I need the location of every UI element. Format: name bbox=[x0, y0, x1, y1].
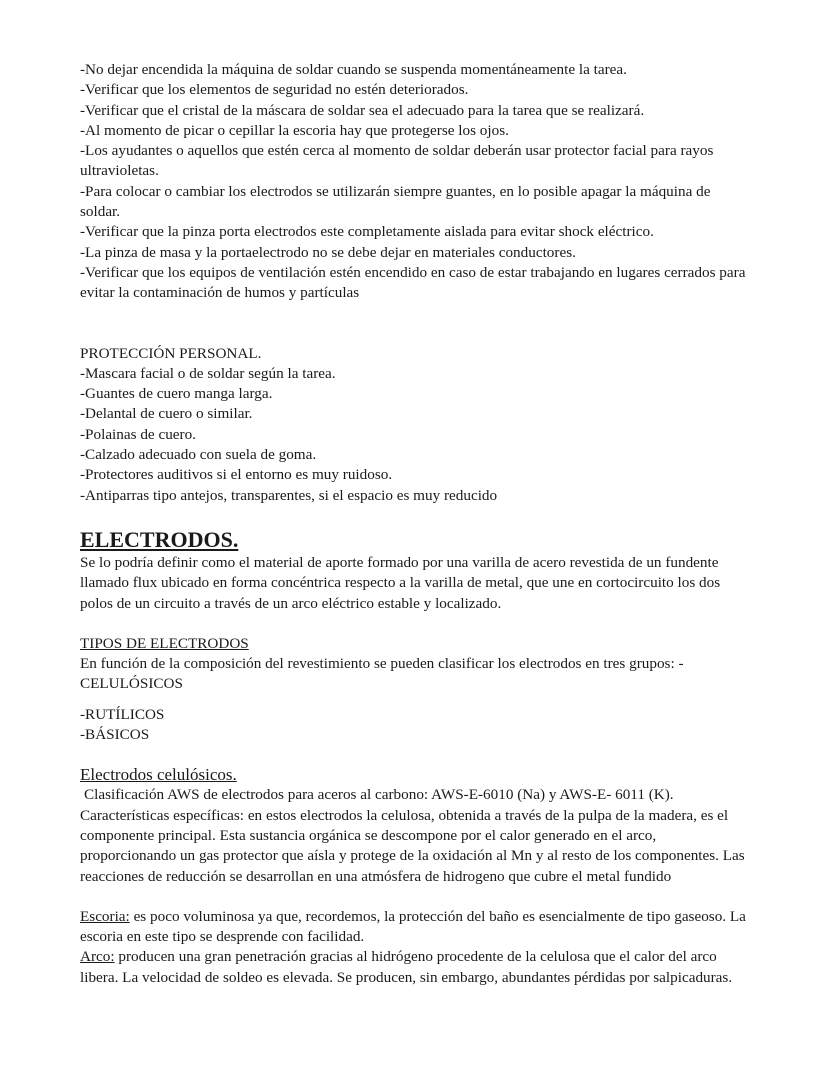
safety-item: -No dejar encendida la máquina de soldar cuando se suspenda momentáneamente la tarea. bbox=[80, 61, 627, 78]
safety-item: -Verificar que el cristal de la máscara de soldar sea el adecuado para la tarea que se realizará. bbox=[80, 101, 645, 119]
personal-item: -Protectores auditivos si el entorno es muy ruidoso. bbox=[80, 466, 393, 484]
personal-item: -Antiparras tipo antejos, transparentes, si el espacio es muy reducido bbox=[80, 486, 498, 504]
safety-item: -Verificar que la pinza porta electrodos este completamente aislada para evitar shock eléctrico. bbox=[80, 223, 654, 241]
tipos-section bbox=[80, 634, 750, 745]
celulosicos-caracteristicas: Características específicas: en estos electrodos la celulosa, obtenida a través de la pulpa de la madera, es el componente principal. Esta sustancia orgánica se descompone por el calor generado en el arco, proporcionando un gas protector que aísla y protege de la oxidación al Mn y al resto de los componentes. Las reacciones de reducción se desarrollan en una atmósfera de hidrogeno que cubre el metal fundido bbox=[80, 806, 745, 885]
personal-item: -Mascara facial o de soldar según la tarea. bbox=[80, 364, 336, 382]
safety-item: -Verificar que los equipos de ventilación estén encendido en caso de estar trabajando en lugares cerrados para evitar la contaminación de humos y partículas bbox=[80, 263, 746, 302]
arco-label: Arco: bbox=[80, 948, 115, 966]
escoria-text: es poco voluminosa ya que, recordemos, la protección del baño es esencialmente de tipo gaseoso. La escoria en este tipo se desprende con facilidad. bbox=[80, 907, 746, 946]
personal-protection-title: PROTECCIÓN PERSONAL. bbox=[80, 344, 262, 362]
escoria-label: Escoria: bbox=[80, 907, 130, 925]
personal-protection-section bbox=[80, 344, 750, 506]
safety-item: -La pinza de masa y la portaelectrodo no se debe dejar en materiales conductores. bbox=[80, 243, 576, 261]
safety-list bbox=[80, 60, 750, 304]
escoria-paragraph bbox=[80, 907, 750, 948]
personal-item: -Guantes de cuero manga larga. bbox=[80, 385, 273, 403]
tipos-item: -RUTÍLICOS bbox=[80, 705, 165, 723]
document-page bbox=[80, 60, 750, 988]
tipos-heading: TIPOS DE ELECTRODOS bbox=[80, 634, 249, 652]
electrodos-definition: Se lo podría definir como el material de aporte formado por una varilla de acero revestida de un fundente llamado flux ubicado en forma concéntrica respecto a la varilla de metal, que une en cortocircuito los dos polos de un circuito a través de un arco eléctrico estable y localizado. bbox=[80, 553, 721, 612]
safety-item: -Para colocar o cambiar los electrodos se utilizarán siempre guantes, en lo posible apagar la máquina de soldar. bbox=[80, 182, 711, 221]
tipos-item: CELULÓSICOS bbox=[80, 675, 183, 693]
celulosicos-heading: Electrodos celulósicos. bbox=[80, 765, 237, 785]
electrodos-heading: ELECTRODOS. bbox=[80, 526, 239, 552]
personal-item: -Delantal de cuero o similar. bbox=[80, 405, 253, 423]
safety-item: -Verificar que los elementos de seguridad no estén deteriorados. bbox=[80, 81, 469, 99]
arco-paragraph bbox=[80, 947, 750, 988]
tipos-item: -BÁSICOS bbox=[80, 726, 150, 744]
safety-item: -Los ayudantes o aquellos que estén cerca al momento de soldar deberán usar protector facial para rayos ultravioletas. bbox=[80, 142, 714, 180]
electrodos-section bbox=[80, 527, 750, 614]
celulosicos-clasificacion: Clasificación AWS de electrodos para aceros al carbono: AWS-E-6010 (Na) y AWS-E- 6011 (K). bbox=[84, 786, 674, 804]
safety-item: -Al momento de picar o cepillar la escoria hay que protegerse los ojos. bbox=[80, 121, 509, 139]
personal-item: -Polainas de cuero. bbox=[80, 425, 196, 443]
tipos-intro: En función de la composición del revestimiento se pueden clasificar los electrodos en tres grupos: - bbox=[80, 655, 684, 673]
arco-text: producen una gran penetración gracias al hidrógeno procedente de la celulosa que el calor del arco libera. La velocidad de soldeo es elevada. Se producen, sin embargo, abundantes pérdidas por salpicaduras. bbox=[80, 948, 733, 986]
celulosicos-section bbox=[80, 765, 750, 988]
personal-item: -Calzado adecuado con suela de goma. bbox=[80, 446, 317, 464]
